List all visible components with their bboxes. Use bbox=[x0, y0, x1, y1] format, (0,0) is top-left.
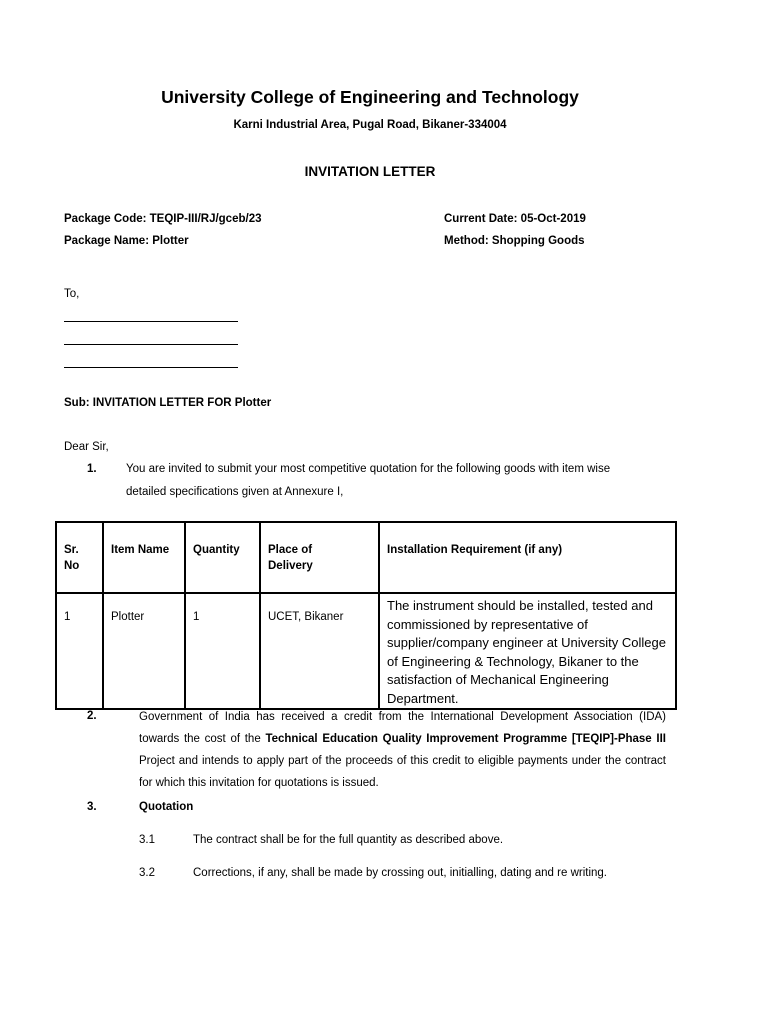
package-name: Package Name: Plotter bbox=[64, 235, 189, 247]
point-3-number: 3. bbox=[87, 801, 97, 813]
cell-qty: 1 bbox=[185, 593, 260, 709]
header-place-of-delivery: Place of Delivery bbox=[260, 522, 379, 593]
header-sr-no: Sr. No bbox=[56, 522, 103, 593]
point-1-line-2: detailed specifications given at Annexure I, bbox=[126, 486, 344, 498]
header-quantity: Quantity bbox=[185, 522, 260, 593]
clause-3-1-number: 3.1 bbox=[139, 834, 155, 846]
cell-sr: 1 bbox=[56, 593, 103, 709]
table-row bbox=[56, 593, 676, 709]
point-2-text: Government of India has received a credit from the International Development Association (IDA) towards the cost of the Technical Education Quality Improvement Programme [TEQIP]-Phase III Project and intends to apply part of the proceeds of this credit to eligible payments under the contract for which this invitation for quotations is issued. bbox=[139, 711, 666, 789]
current-date: Current Date: 05-Oct-2019 bbox=[444, 213, 586, 225]
point-2-number: 2. bbox=[87, 710, 97, 722]
salutation: Dear Sir, bbox=[64, 441, 109, 453]
items-table bbox=[55, 521, 677, 710]
clause-3-2-number: 3.2 bbox=[139, 867, 155, 879]
address-blank-line bbox=[64, 367, 238, 368]
college-address: Karni Industrial Area, Pugal Road, Bikaner-334004 bbox=[233, 119, 507, 131]
header-item-name: Item Name bbox=[103, 522, 185, 593]
package-code: Package Code: TEQIP-III/RJ/gceb/23 bbox=[64, 213, 262, 225]
point-3-title: Quotation bbox=[139, 801, 194, 813]
header-installation: Installation Requirement (if any) bbox=[379, 522, 676, 593]
clause-3-2-text: Corrections, if any, shall be made by crossing out, initialling, dating and re writing. bbox=[193, 867, 607, 879]
recipient-to: To, bbox=[64, 288, 80, 300]
cell-installation: The instrument should be installed, tested and commissioned by representative of supplier/company engineer at University College of Engineering & Technology, Bikaner to the satisfaction of Mechanical Engineering Department. bbox=[379, 593, 676, 709]
document-title: INVITATION LETTER bbox=[304, 164, 436, 179]
college-name: University College of Engineering and Technology bbox=[161, 87, 579, 107]
cell-place: UCET, Bikaner bbox=[260, 593, 379, 709]
table-header-row bbox=[56, 522, 676, 593]
point-1-line-1: You are invited to submit your most competitive quotation for the following goods with item wise bbox=[126, 463, 611, 475]
clause-3-1-text: The contract shall be for the full quantity as described above. bbox=[193, 834, 504, 846]
address-blank-line bbox=[64, 344, 238, 345]
subject-line: Sub: INVITATION LETTER FOR Plotter bbox=[64, 397, 272, 409]
point-1-number: 1. bbox=[87, 463, 97, 475]
cell-item: Plotter bbox=[103, 593, 185, 709]
procurement-method: Method: Shopping Goods bbox=[444, 235, 585, 247]
address-blank-line bbox=[64, 321, 238, 322]
